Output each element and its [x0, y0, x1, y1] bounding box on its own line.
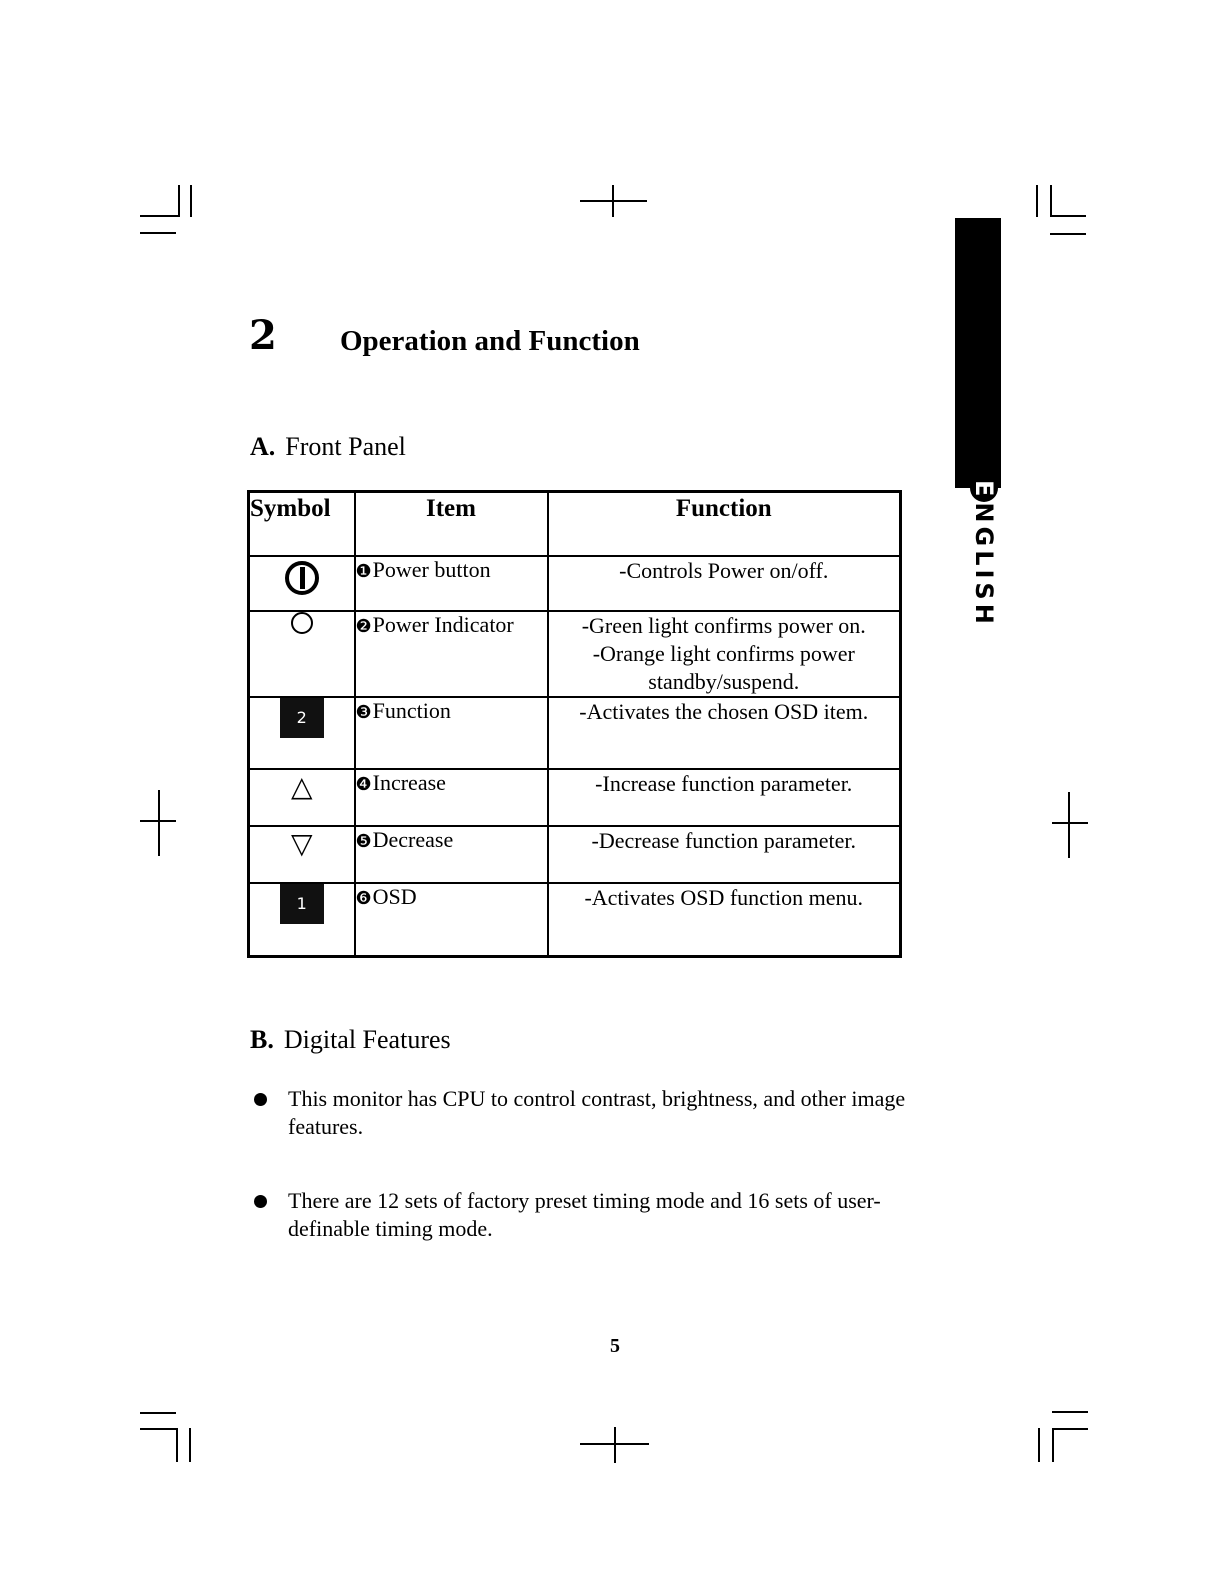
crop-mark — [140, 1412, 176, 1414]
section-title: Digital Features — [283, 1025, 451, 1054]
chapter-title: Operation and Function — [340, 325, 640, 357]
crop-mark — [1052, 1428, 1054, 1462]
crop-mark — [1050, 185, 1052, 217]
crop-mark — [158, 790, 160, 856]
crop-mark — [1052, 822, 1088, 824]
crop-mark — [1052, 1411, 1088, 1413]
number-bullet: ❷ — [355, 616, 372, 636]
table-header-row — [249, 492, 901, 557]
power-indicator-icon — [291, 612, 313, 634]
list-item: This monitor has CPU to control contrast, brightness, and other image features. — [252, 1085, 942, 1141]
item-label: Increase — [372, 770, 446, 795]
item-label: Function — [372, 698, 451, 723]
function-cell — [548, 826, 901, 883]
header-item: Item — [355, 492, 548, 557]
symbol-cell — [249, 769, 355, 826]
function-cell — [548, 556, 901, 611]
table-row — [249, 556, 901, 611]
header-symbol: Symbol — [249, 492, 355, 557]
symbol-cell — [249, 697, 355, 769]
section-a-heading — [250, 432, 406, 462]
crop-mark — [612, 185, 614, 217]
symbol-cell — [249, 611, 355, 697]
section-letter: B. — [250, 1025, 274, 1054]
triangle-up-icon: △ — [290, 770, 313, 803]
table-row — [249, 769, 901, 826]
osd-key-icon: 1 — [280, 884, 324, 924]
function-text: -Activates OSD function menu. — [584, 885, 864, 910]
function-text: -Controls Power on/off. — [619, 558, 829, 583]
item-label: Power button — [372, 557, 491, 582]
function-text: -Increase function parameter. — [595, 771, 853, 796]
language-tab — [955, 218, 1001, 488]
table-row — [249, 697, 901, 769]
crop-mark — [1050, 215, 1086, 217]
crop-mark — [190, 185, 192, 217]
list-item: There are 12 sets of factory preset timing mode and 16 sets of user-definable timing mode. — [252, 1187, 942, 1243]
crop-mark — [178, 185, 180, 217]
crop-mark — [1038, 1428, 1040, 1462]
function-cell — [548, 883, 901, 957]
item-cell — [355, 883, 548, 957]
crop-mark — [140, 232, 176, 234]
chapter-number: 2 — [249, 312, 277, 359]
crop-mark — [614, 1427, 616, 1463]
function-text: standby/suspend. — [648, 669, 800, 694]
crop-mark — [1050, 233, 1086, 235]
function-cell — [548, 697, 901, 769]
item-cell — [355, 697, 548, 769]
symbol-cell — [249, 883, 355, 957]
item-cell — [355, 826, 548, 883]
page-number: 5 — [610, 1335, 620, 1357]
item-label: Power Indicator — [372, 612, 514, 637]
triangle-down-icon: ▽ — [290, 827, 313, 860]
language-tab-label: ENGLISH — [970, 480, 998, 628]
item-cell — [355, 611, 548, 697]
function-cell — [548, 769, 901, 826]
power-icon — [285, 561, 319, 595]
item-cell — [355, 556, 548, 611]
function-cell — [548, 611, 901, 697]
crop-mark — [140, 215, 180, 217]
number-bullet: ❸ — [355, 702, 372, 722]
number-bullet: ❺ — [355, 831, 372, 851]
function-text: -Orange light confirms power — [592, 641, 855, 666]
crop-mark — [1036, 185, 1038, 217]
crop-mark — [1068, 792, 1070, 858]
symbol-cell — [249, 826, 355, 883]
section-b-heading — [250, 1025, 451, 1055]
function-text: -Activates the chosen OSD item. — [579, 699, 869, 724]
crop-mark — [176, 1428, 178, 1462]
number-bullet: ❻ — [355, 888, 372, 908]
crop-mark — [140, 1428, 176, 1430]
front-panel-table — [247, 490, 902, 958]
function-text: -Green light confirms power on. — [581, 613, 866, 638]
feature-list — [252, 1085, 942, 1243]
function-key-icon: 2 — [280, 698, 324, 738]
header-function: Function — [548, 492, 901, 557]
crop-mark — [189, 1428, 191, 1462]
function-text: -Decrease function parameter. — [591, 828, 856, 853]
section-letter: A. — [250, 432, 276, 461]
section-title: Front Panel — [285, 432, 406, 461]
number-bullet: ❶ — [355, 561, 372, 581]
table-row — [249, 826, 901, 883]
table-row — [249, 883, 901, 957]
item-label: OSD — [372, 884, 417, 909]
item-label: Decrease — [372, 827, 454, 852]
symbol-cell — [249, 556, 355, 611]
item-cell — [355, 769, 548, 826]
crop-mark — [1052, 1428, 1088, 1430]
number-bullet: ❹ — [355, 774, 372, 794]
table-row — [249, 611, 901, 697]
